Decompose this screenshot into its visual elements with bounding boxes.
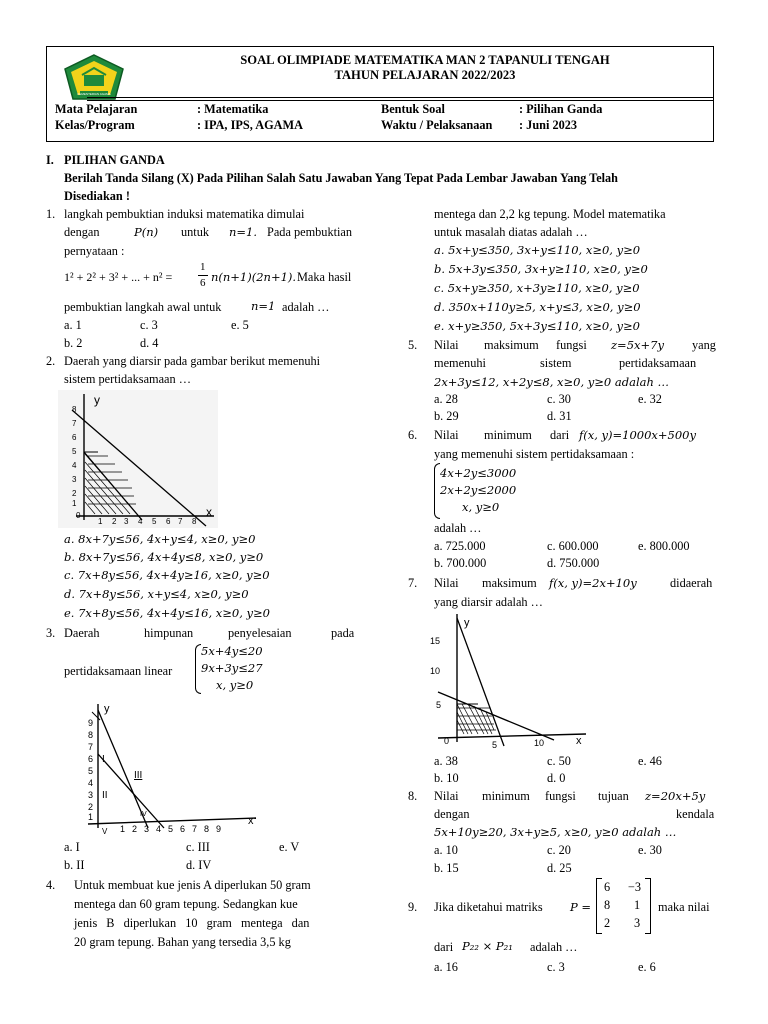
question-text: yang memenuhi sistem pertidaksamaan :: [434, 447, 635, 461]
svg-text:7: 7: [88, 742, 94, 752]
option-c: c. 3: [547, 960, 565, 974]
option-e: e. 800.000: [638, 539, 690, 553]
svg-text:KEMENTERIAN AGAMA: KEMENTERIAN AGAMA: [77, 92, 111, 96]
question-text: tujuan: [598, 789, 629, 803]
svg-text:5: 5: [152, 517, 157, 526]
svg-text:3: 3: [144, 824, 150, 834]
question-text: mentega dan 2,2 kg tepung. Model matematika: [434, 207, 666, 221]
graph-q2: [58, 390, 218, 528]
question-number: 1.: [46, 207, 56, 221]
exam-header: [46, 46, 714, 142]
option-a: a. 38: [434, 754, 458, 768]
svg-text:7: 7: [72, 419, 77, 428]
math-expr: n=1.: [229, 225, 258, 239]
time-value: : Juni 2023: [519, 118, 578, 132]
system-line: 2x+2y≤2000: [440, 483, 517, 497]
question-text: adalah …: [530, 940, 578, 954]
question-number: 7.: [408, 576, 418, 590]
svg-text:IV: IV: [140, 811, 147, 818]
matrix-cell: 2: [604, 916, 611, 930]
svg-text:8: 8: [192, 517, 197, 526]
header-divider-thin: [87, 100, 713, 101]
matrix-cell: 6: [604, 880, 611, 894]
question-text: memenuhi: [434, 356, 486, 370]
svg-text:15: 15: [430, 636, 441, 646]
axis-label-y: y: [94, 393, 100, 407]
question-text: untuk: [181, 225, 210, 239]
option-b: b. 10: [434, 771, 459, 785]
question-text: pernyataan :: [64, 244, 125, 258]
matrix-cell: 1: [634, 898, 641, 912]
question-text: pertidaksamaan linear: [64, 664, 173, 678]
svg-text:1: 1: [120, 824, 126, 834]
option-a: a. 725.000: [434, 539, 486, 553]
system-line: 4x+2y≤3000: [440, 466, 517, 480]
question-text: penyelesaian: [228, 626, 292, 640]
svg-text:7: 7: [192, 824, 198, 834]
svg-text:4: 4: [88, 778, 94, 788]
system-line: x, y≥0: [216, 678, 254, 692]
svg-text:I: I: [102, 754, 105, 765]
svg-text:2: 2: [132, 824, 138, 834]
question-text: maksimum: [482, 576, 537, 590]
svg-text:II: II: [102, 790, 108, 801]
fraction-numerator: 1: [200, 261, 206, 273]
question-text: Untuk membuat kue jenis A diperlukan 50 gram: [74, 878, 311, 892]
question-text: fungsi: [545, 789, 576, 803]
svg-text:10: 10: [534, 738, 545, 748]
matrix-bracket-left: [596, 878, 602, 934]
question-text: jenis B diperlukan 10 gram mentega dan: [74, 916, 310, 930]
option-c: c. 600.000: [547, 539, 599, 553]
question-text: pertidaksamaan: [619, 356, 697, 370]
math-expr: 2x+3y≤12, x+2y≤8, x≥0, y≥0 adalah …: [434, 375, 670, 389]
option-b: b. 8x+7y≤56, 4x+4y≤8, x≥0, y≥0: [64, 550, 264, 564]
svg-text:9: 9: [88, 718, 94, 728]
question-text: mentega dan 60 gram tepung. Sedangkan kue: [74, 897, 298, 911]
question-text: Nilai: [434, 428, 459, 442]
section-title: PILIHAN GANDA: [64, 153, 165, 167]
option-d: d. 750.000: [547, 556, 600, 570]
option-c: c. 50: [547, 754, 571, 768]
question-text: Nilai: [434, 789, 459, 803]
svg-text:1: 1: [72, 499, 77, 508]
svg-text:8: 8: [204, 824, 210, 834]
system-line: 9x+3y≤27: [201, 661, 263, 675]
svg-text:4: 4: [72, 461, 77, 470]
option-d: d. 4: [140, 336, 159, 350]
x-tick-labels: [120, 824, 221, 834]
option-c: c. 3: [140, 318, 158, 332]
math-expr: f(x, y)=2x+10y: [549, 576, 637, 590]
option-c: c. 7x+8y≤56, 4x+4y≥16, x≥0, y≥0: [64, 568, 270, 582]
option-e: e. x+y≥350, 5x+3y≤110, x≥0, y≥0: [434, 319, 640, 333]
fraction-denominator: 6: [200, 277, 206, 289]
svg-text:2: 2: [72, 489, 77, 498]
option-e: e. 46: [638, 754, 662, 768]
x-tick-labels: [492, 738, 544, 750]
option-a: a. I: [64, 840, 80, 854]
option-b: b. 15: [434, 861, 459, 875]
math-expr: z=20x+5y: [645, 789, 706, 803]
y-tick-labels: [430, 636, 449, 746]
graph-q7: [426, 612, 588, 754]
subject-label: Mata Pelajaran: [55, 102, 138, 116]
header-divider: [87, 97, 713, 98]
option-b: b. 2: [64, 336, 83, 350]
svg-text:2: 2: [112, 517, 117, 526]
svg-text:6: 6: [166, 517, 171, 526]
question-text: himpunan: [144, 626, 194, 640]
question-text: Pada pembuktian: [267, 225, 353, 239]
section-number: I.: [46, 153, 54, 167]
question-text: didaerah: [670, 576, 713, 590]
axis-label-x: x: [206, 505, 212, 519]
question-number: 4.: [46, 878, 56, 892]
matrix-cell: 3: [634, 916, 641, 930]
math-expr: P₂₂ × P₂₁: [462, 939, 513, 953]
question-text: adalah …: [434, 521, 482, 535]
option-b: b. 700.000: [434, 556, 487, 570]
math-expr: P =: [570, 900, 592, 914]
question-text: yang: [692, 338, 716, 352]
svg-text:0: 0: [76, 511, 81, 520]
svg-text:3: 3: [72, 475, 77, 484]
math-expr: n(n+1)(2n+1).: [211, 270, 297, 284]
question-text: Daerah yang diarsir pada gambar berikut memenuhi: [64, 354, 321, 368]
svg-text:8: 8: [72, 405, 77, 414]
math-expr: P(n): [134, 225, 159, 239]
question-text: sistem: [540, 356, 572, 370]
svg-text:2: 2: [88, 802, 94, 812]
axis-label-y: y: [104, 703, 110, 715]
svg-text:8: 8: [88, 730, 94, 740]
option-a: a. 16: [434, 960, 458, 974]
question-text: untuk masalah diatas adalah …: [434, 225, 588, 239]
option-a: a. 10: [434, 843, 458, 857]
option-d: d. 0: [547, 771, 566, 785]
question-text: adalah …: [282, 300, 330, 314]
svg-text:5: 5: [436, 700, 442, 710]
axis-label-x: x: [248, 815, 254, 827]
svg-text:6: 6: [88, 754, 94, 764]
option-e: e. 6: [638, 960, 656, 974]
matrix-cell: −3: [628, 880, 642, 894]
option-c: c. 5x+y≥350, x+3y≥110, x≥0, y≥0: [434, 281, 640, 295]
kemenag-logo: [57, 53, 131, 103]
math-expr: n=1: [251, 299, 276, 313]
option-a: a. 28: [434, 392, 458, 406]
option-a: a. 1: [64, 318, 82, 332]
form-value: : Pilihan Ganda: [519, 102, 603, 116]
axis-label-x: x: [576, 735, 582, 747]
question-text: dari: [434, 940, 454, 954]
option-e: e. V: [279, 840, 300, 854]
option-d: d. 350x+110y≥5, x+y≤3, x≥0, y≥0: [434, 300, 641, 314]
fraction-bar: [198, 275, 208, 276]
question-number: 9.: [408, 900, 418, 914]
subject-value: : Matematika: [197, 102, 269, 116]
y-tick-labels: [88, 718, 93, 822]
svg-text:4: 4: [138, 517, 143, 526]
question-text: Maka hasil: [297, 270, 352, 284]
question-text: langkah pembuktian induksi matematika dimulai: [64, 207, 305, 221]
graph-q3: [62, 700, 258, 838]
option-d: d. 7x+8y≤56, x+y≤4, x≥0, y≥0: [64, 587, 249, 601]
time-label: Waktu / Pelaksanaan: [381, 118, 493, 132]
question-text: minimum: [484, 428, 532, 442]
svg-text:III: III: [134, 770, 143, 781]
option-d: d. 31: [547, 409, 572, 423]
question-text: 20 gram tepung. Bahan yang tersedia 3,5 kg: [74, 935, 291, 949]
question-text: Nilai: [434, 576, 459, 590]
class-value: : IPA, IPS, AGAMA: [197, 118, 304, 132]
option-c: c. III: [186, 840, 210, 854]
option-d: d. IV: [186, 858, 212, 872]
option-c: c. 30: [547, 392, 571, 406]
question-text: maksimum: [484, 338, 539, 352]
exam-title: SOAL OLIMPIADE MATEMATIKA MAN 2 TAPANULI TENGAH: [240, 53, 610, 67]
svg-text:6: 6: [180, 824, 186, 834]
svg-text:9: 9: [216, 824, 222, 834]
option-e: e. 32: [638, 392, 662, 406]
question-number: 6.: [408, 428, 418, 442]
question-text: pembuktian langkah awal untuk: [64, 300, 222, 314]
svg-text:4: 4: [156, 824, 162, 834]
section-instruction-2: Disediakan !: [64, 189, 130, 203]
svg-text:3: 3: [88, 790, 94, 800]
svg-text:0: 0: [444, 736, 450, 746]
svg-text:5: 5: [88, 766, 94, 776]
svg-text:1: 1: [98, 517, 103, 526]
system-line: 5x+4y≤20: [201, 644, 263, 658]
matrix-cell: 8: [604, 898, 611, 912]
svg-text:1: 1: [88, 812, 94, 822]
svg-text:5: 5: [168, 824, 174, 834]
option-e: e. 7x+8y≤56, 4x+4y≤16, x≥0, y≥0: [64, 606, 270, 620]
class-label: Kelas/Program: [55, 118, 135, 132]
svg-text:5: 5: [492, 740, 498, 750]
option-b: b. 29: [434, 409, 459, 423]
question-text: pada: [331, 626, 355, 640]
math-expr: 5x+10y≥20, 3x+y≥5, x≥0, y≥0 adalah …: [434, 825, 677, 839]
svg-text:3: 3: [124, 517, 129, 526]
question-text: Daerah: [64, 626, 100, 640]
option-b: b. II: [64, 858, 85, 872]
option-e: e. 5: [231, 318, 249, 332]
math-expr: f(x, y)=1000x+500y: [579, 428, 696, 442]
option-e: e. 30: [638, 843, 662, 857]
question-text: dengan: [64, 225, 100, 239]
svg-text:10: 10: [430, 666, 441, 676]
system-line: x, y≥0: [462, 500, 500, 514]
question-text: Jika diketahui matriks: [434, 900, 543, 914]
svg-text:6: 6: [72, 433, 77, 442]
math-expr: z=5x+7y: [611, 338, 664, 352]
question-text: minimum: [482, 789, 530, 803]
section-instruction: Berilah Tanda Silang (X) Pada Pilihan Salah Satu Jawaban Yang Tepat Pada Lembar Jawaban Yang Telah: [64, 171, 618, 185]
question-text: kendala: [676, 807, 715, 821]
option-d: d. 25: [547, 861, 572, 875]
axis-label-y: y: [464, 617, 470, 629]
question-number: 8.: [408, 789, 418, 803]
exam-year: TAHUN PELAJARAN 2022/2023: [334, 68, 516, 82]
question-text: dengan: [434, 807, 470, 821]
question-text: Nilai: [434, 338, 459, 352]
option-a: a. 8x+7y≤56, 4x+y≤4, x≥0, y≥0: [64, 532, 256, 546]
question-number: 2.: [46, 354, 56, 368]
svg-text:7: 7: [178, 517, 183, 526]
question-text: dari: [550, 428, 570, 442]
form-label: Bentuk Soal: [381, 102, 445, 116]
question-text: maka nilai: [658, 900, 710, 914]
svg-text:5: 5: [72, 447, 77, 456]
question-text: sistem pertidaksamaan …: [64, 372, 192, 386]
option-a: a. 5x+y≤350, 3x+y≤110, x≥0, y≥0: [434, 243, 641, 257]
svg-text:V: V: [102, 827, 108, 836]
option-c: c. 20: [547, 843, 571, 857]
question-text: yang diarsir adalah …: [434, 595, 543, 609]
math-expr: 1² + 2² + 3² + ... + n² =: [64, 270, 173, 284]
matrix-bracket-right: [645, 878, 651, 934]
question-number: 3.: [46, 626, 56, 640]
option-b: b. 5x+3y≤350, 3x+y≥110, x≥0, y≥0: [434, 262, 648, 276]
question-number: 5.: [408, 338, 418, 352]
question-text: fungsi: [556, 338, 587, 352]
